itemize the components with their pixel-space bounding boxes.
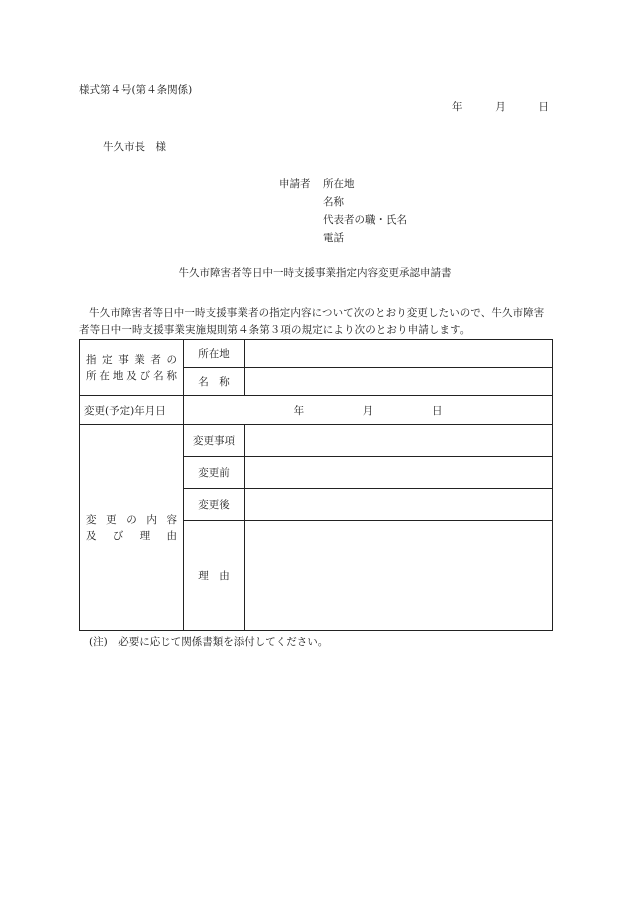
location-label: 所在地 [184, 340, 245, 368]
name-value[interactable] [245, 368, 553, 396]
change-date-year: 年 [293, 404, 305, 417]
before-label: 変更前 [184, 457, 245, 489]
change-item-value[interactable] [245, 425, 553, 457]
footnote: (注) 必要に応じて関係書類を添付してください。 [89, 636, 329, 648]
form-number: 様式第４号(第４条関係) [79, 84, 193, 96]
table-row [80, 396, 553, 425]
body-text: 牛久市障害者等日中一時支援事業者の指定内容について次のとおり変更したいので、牛久市障害者等日中一時支援事業実施規則第４条第３項の規定により次のとおり申請します。 [79, 307, 545, 336]
addressee: 牛久市長 様 [103, 141, 166, 153]
applicant-label: 申請者 [279, 178, 311, 190]
content-label-line1: 変更の内容 [86, 513, 177, 526]
header-date-month: 月 [495, 101, 506, 113]
document-title: 牛久市障害者等日中一時支援事業指定内容変更承認申請書 [178, 267, 452, 279]
business-label-line2: 所在地及び名称 [86, 369, 177, 382]
header-date-year: 年 [452, 101, 463, 113]
applicant-phone: 電話 [323, 232, 344, 244]
applicant-name: 名称 [323, 196, 344, 208]
reason-label: 理 由 [184, 521, 245, 631]
header-date [452, 99, 549, 114]
applicant-representative: 代表者の職・氏名 [323, 214, 407, 226]
before-value[interactable] [245, 457, 553, 489]
change-item-label: 変更事項 [184, 425, 245, 457]
location-value[interactable] [245, 340, 553, 368]
change-date-label: 変更(予定)年月日 [80, 396, 184, 425]
table-row [80, 340, 553, 368]
name-label: 名 称 [184, 368, 245, 396]
after-value[interactable] [245, 489, 553, 521]
change-date-month: 月 [362, 404, 374, 417]
application-table [79, 339, 553, 631]
reason-value[interactable] [245, 521, 553, 631]
change-date-value[interactable] [184, 396, 553, 425]
applicant-location: 所在地 [323, 178, 355, 190]
header-date-day: 日 [538, 101, 549, 113]
content-label-cell [80, 425, 184, 631]
table-row [80, 425, 553, 457]
content-label-line2: 及び理由 [86, 529, 177, 542]
business-label-line1: 指定事業者の [86, 353, 177, 366]
change-date-day: 日 [431, 404, 443, 417]
business-label-cell [80, 340, 184, 396]
after-label: 変更後 [184, 489, 245, 521]
